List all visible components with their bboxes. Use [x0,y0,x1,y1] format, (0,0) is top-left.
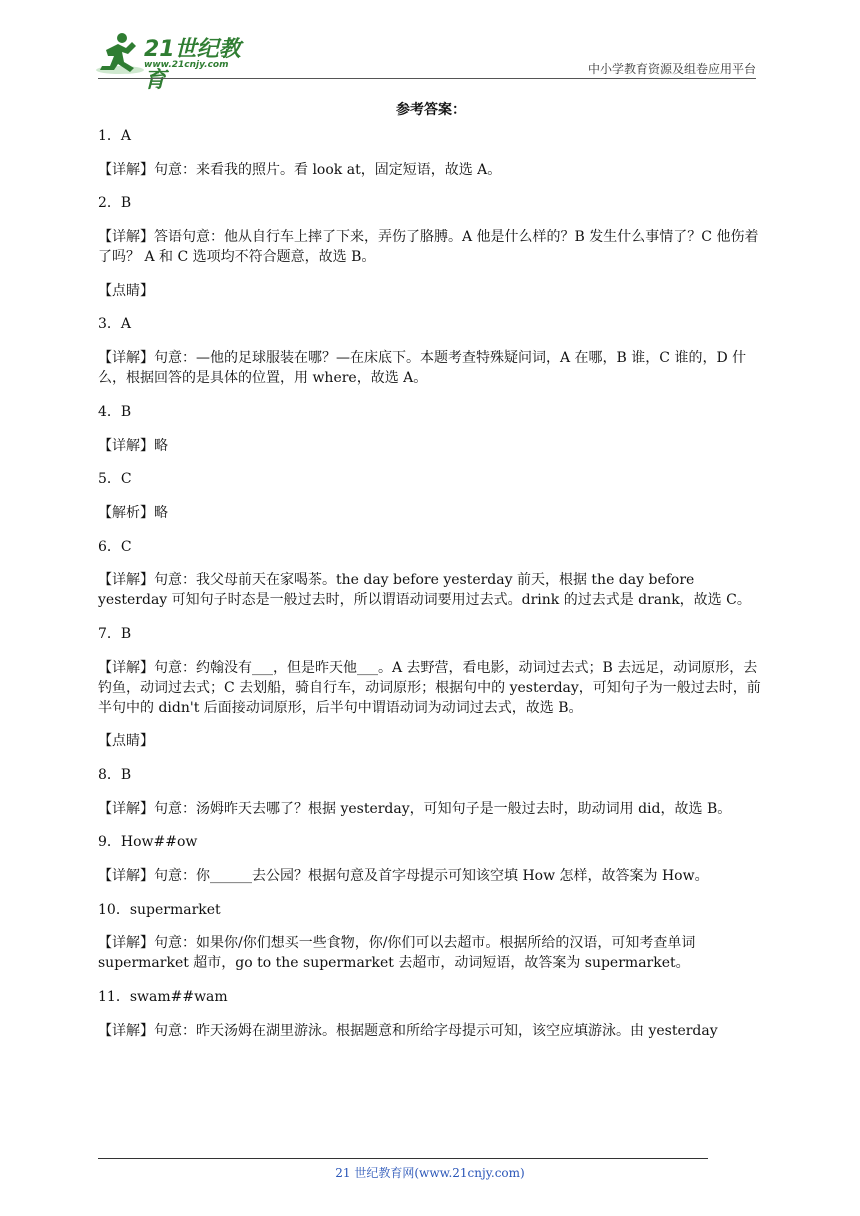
answer-number: 3．A [98,316,132,333]
answer-number: 6．C [98,538,132,555]
explanation-line: 【详解】句意：—他的足球服装在哪？—在床底下。本题考查特殊疑问词，A 在哪，B 谁，C 谁的，D 什么，根据回答的是具体的位置，用 where，故选 A。 [98,350,747,387]
explanation-line: 【解析】略 [98,504,168,521]
answer-number: 4．B [98,403,132,420]
answer-number: 1．A [98,128,132,144]
answer-number: 10．supermarket [98,901,221,918]
page-header [0,0,860,93]
explanation-line: 【详解】句意：昨天汤姆在湖里游泳。根据题意和所给字母提示可知，该空应填游泳。由 yesterday [98,1022,718,1039]
header-divider [98,78,756,79]
logo-text: 21世纪教育 [144,37,241,93]
explanation-line: 【详解】句意：约翰没有___，但是昨天他___。A 去野营，看电影，动词过去式；B 去远足，动词原形，去钓鱼，动词过去式；C 去划船，骑自行车，动词原形；根据句中的 yesterday，可知句子为一般过去时，前半句中的 didn't 后面接动词原形，后半句中谓语动词为动词过去式，故选 B。 [98,659,761,716]
explanation-line: 【点睛】 [98,282,154,299]
footer-divider [98,1158,708,1159]
answer-number: 11．swam##wam [98,989,228,1006]
answer-number: 7．B [98,625,132,642]
explanation-line: 【详解】句意：如果你/你们想买一些食物，你/你们可以去超市。根据所给的汉语，可知考查单词 supermarket 超市，go to the supermarket 去超市，动词短语，故答案为 supermarket。 [98,935,696,972]
answer-number: 5．C [98,471,132,488]
explanation-line: 【详解】略 [98,437,168,454]
explanation-line: 【详解】答语句意：他从自行车上摔了下来，弄伤了胳膊。A 他是什么样的？B 发生什么事情了？C 他伤着了吗？ A 和 C 选项均不符合题意，故选 B。 [98,229,759,266]
answer-content [98,96,764,1055]
answer-number: 8．B [98,767,132,783]
explanation-line: 【详解】句意：汤姆昨天去哪了？根据 yesterday，可知句子是一般过去时，助动词用 did，故选 B。 [98,800,732,817]
explanation-line: 【详解】句意：来看我的照片。看 look at，固定短语，故选 A。 [98,161,502,178]
answer-number: 9．How##ow [98,834,198,851]
logo-url: www.21cnjy.com [144,60,229,70]
page-footer: 21 世纪教育网(www.21cnjy.com) [335,1166,525,1180]
runner-logo-icon [92,30,144,76]
header-tagline: 中小学教育资源及组卷应用平台 [587,62,756,76]
answer-number: 2．B [98,195,132,212]
page-title: 参考答案： [396,102,466,118]
explanation-line: 【点睛】 [98,733,154,750]
site-logo [92,30,262,93]
answer-list [98,126,764,1041]
explanation-line: 【详解】句意：我父母前天在家喝茶。the day before yesterday 前天，根据 the day before yesterday 可知句子时态是一般过去时，所以谓语动词要用过去式。drink 的过去式是 drank，故选 C。 [98,572,751,609]
explanation-line: 【详解】句意：你______去公园？根据句意及首字母提示可知该空填 How 怎样，故答案为 How。 [98,868,709,885]
